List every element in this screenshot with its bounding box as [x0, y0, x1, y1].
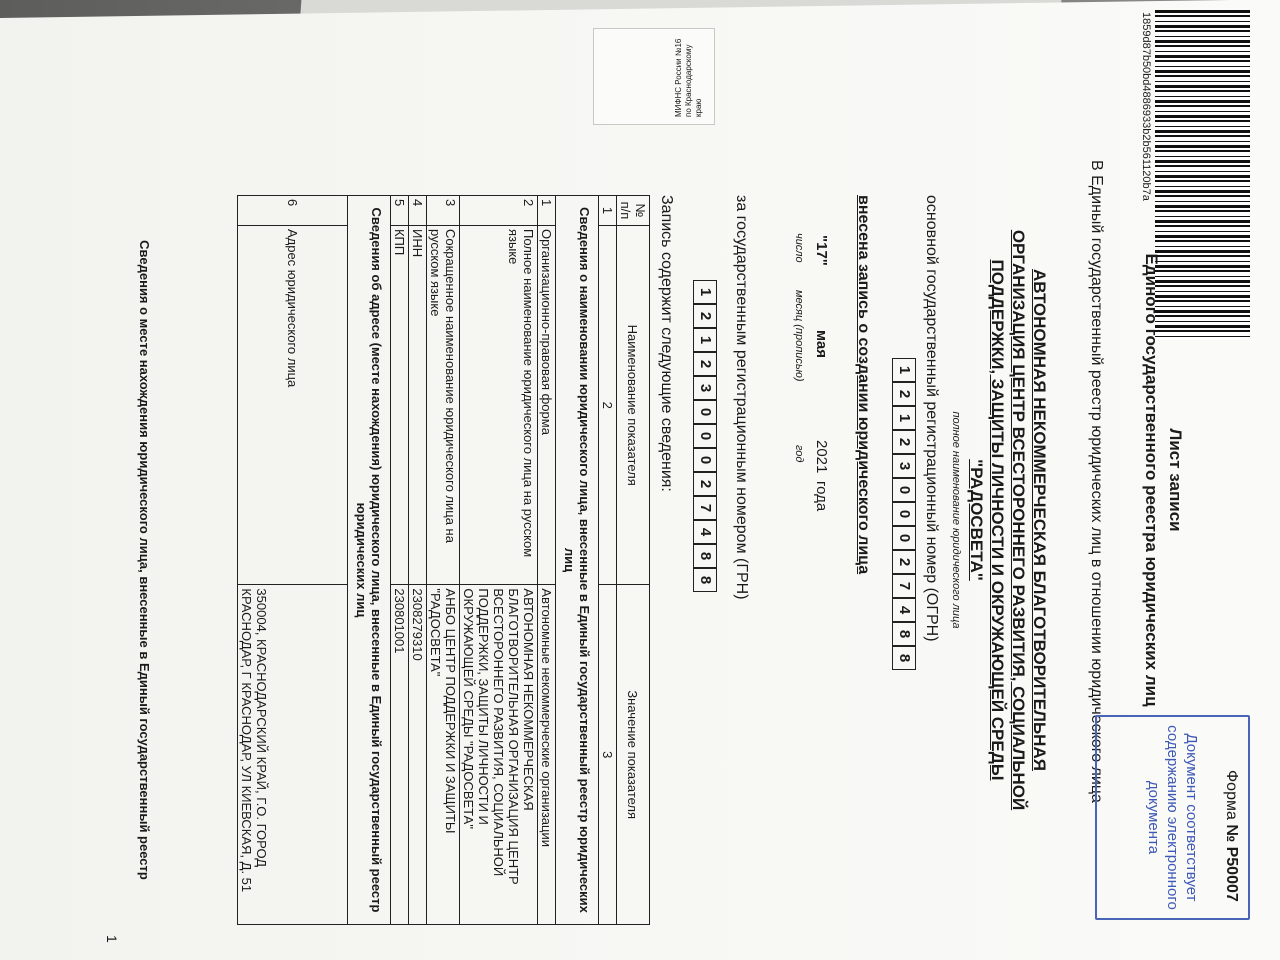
- ogrn-digit-box: 1: [892, 406, 916, 430]
- table-row: [238, 196, 348, 925]
- row-name: Организационно-правовая форма: [538, 225, 556, 584]
- org-name-line4: "РАДОСВЕТА": [967, 459, 986, 581]
- grn-digit-box: 7: [693, 496, 717, 520]
- ogrn-digit-box: 8: [892, 646, 916, 670]
- row-value: АВТОНОМНАЯ НЕКОММЕРЧЕСКАЯ БЛАГОТВОРИТЕЛЬНАЯ ОРГАНИЗАЦИЯ ЦЕНТР ВСЕСТОРОННЕГО РАЗВИТИЯ, СОЦИАЛЬНОЙ ПОДДЕРЖКИ, ЗАЩИТЫ ЛИЧНОСТИ И ОКРУЖАЮЩЕЙ СРЕДЫ "РАДОСВЕТА": [460, 585, 538, 925]
- header-value: Значение показателя: [617, 585, 650, 925]
- ogrn-digit-box: 2: [892, 550, 916, 574]
- header-num: № п/п: [617, 196, 650, 226]
- row-name: ИНН: [409, 225, 427, 584]
- row-num: 4: [409, 196, 427, 226]
- row-value: АНБО ЦЕНТР ПОДДЕРЖКИ И ЗАЩИТЫ "РАДОСВЕТА": [427, 585, 460, 925]
- ogrn-digit-box: 1: [892, 358, 916, 382]
- org-full-name: [966, 170, 1050, 870]
- row-num: 5: [391, 196, 409, 226]
- ogrn-digit-box: 8: [892, 622, 916, 646]
- ifns-stamp-line2: по Краснодарскому: [684, 44, 693, 117]
- section-name-heading: Сведения о наименовании юридического лица, внесенные в Единый государственный реестр юридических лиц: [556, 196, 599, 925]
- ogrn-label: основной государственный регистрационный номер (ОГРН): [923, 195, 940, 642]
- grn-digit-box: 2: [693, 304, 717, 328]
- form-label: Форма: [1223, 770, 1240, 820]
- grn-digit-box: 0: [693, 400, 717, 424]
- records-table: [237, 195, 650, 925]
- section-address-heading: Сведения об адресе (месте нахождения) юридического лица, внесенные в Единый государственный реестр юридических лиц: [348, 196, 391, 925]
- row-value: Автономные некоммерческие организации: [538, 585, 556, 925]
- table-row: [538, 196, 556, 925]
- table-row: [427, 196, 460, 925]
- grn-digit-box: 8: [693, 544, 717, 568]
- header-name: Наименование показателя: [617, 225, 650, 584]
- row-num: 2: [460, 196, 538, 226]
- grn-digit-box: 2: [693, 352, 717, 376]
- contains-text: Запись содержит следующие сведения:: [658, 195, 675, 492]
- form-code: № Р50007: [1223, 824, 1240, 902]
- table-row: [409, 196, 427, 925]
- grn-digit-box: 3: [693, 376, 717, 400]
- grn-digit-box: 4: [693, 520, 717, 544]
- ifns-stamp: [593, 28, 715, 125]
- row-name: КПП: [391, 225, 409, 584]
- row-name: Адрес юридического лица: [238, 225, 348, 584]
- org-name-line3: ПОДДЕРЖКИ, ЗАЩИТЫ ЛИЧНОСТИ И ОКРУЖАЮЩЕЙ СРЕДЫ: [988, 259, 1007, 781]
- org-name-line2: ОРГАНИЗАЦИЯ ЦЕНТР ВСЕСТОРОННЕГО РАЗВИТИЯ, СОЦИАЛЬНОЙ: [1009, 229, 1028, 811]
- row-name: Сокращенное наименование юридического лица на русском языке: [427, 225, 460, 584]
- copy-verification-stamp: [1095, 715, 1250, 920]
- org-name-caption: полное наименование юридического лица: [950, 411, 962, 629]
- ogrn-digit-box: 7: [892, 574, 916, 598]
- barcode-id: 1859d87b50bd4886933b2b561120b7a: [1140, 12, 1152, 201]
- row-name: Полное наименование юридического лица на русском языке: [460, 225, 538, 584]
- ogrn-digit-box: 4: [892, 598, 916, 622]
- table-row: [460, 196, 538, 925]
- page-title: [1141, 200, 1185, 760]
- ogrn-digit-box: 0: [892, 502, 916, 526]
- ifns-stamp-line3: краю: [694, 98, 703, 117]
- row-num: 6: [238, 196, 348, 226]
- row-value: 2308279310: [409, 585, 427, 925]
- table-header-row: [617, 196, 650, 925]
- ogrn-digit-box: 2: [892, 430, 916, 454]
- title-line2: Единого государственного реестра юридических лиц: [1142, 253, 1161, 707]
- table-row: [391, 196, 409, 925]
- intro-text: В Единый государственный реестр юридических лиц в отношении юридического лица: [1088, 160, 1105, 803]
- date-day: "17": [813, 235, 830, 266]
- row-value: 350004, КРАСНОДАРСКИЙ КРАЙ, Г.О. ГОРОД КРАСНОДАР, Г КРАСНОДАР, УЛ КИЕВСКАЯ, Д. 51: [238, 585, 348, 925]
- section-name-row: [556, 196, 599, 925]
- grn-digit-box: 2: [693, 472, 717, 496]
- header-num-index: 1: [599, 196, 617, 226]
- ogrn-digit-box: 2: [892, 382, 916, 406]
- grn-digit-box: 0: [693, 424, 717, 448]
- date-year-suffix: года: [813, 481, 830, 512]
- ogrn-digit-box: 0: [892, 478, 916, 502]
- header-value-index: 3: [599, 585, 617, 925]
- ifns-stamp-line1: МИФНС России №16: [674, 38, 683, 117]
- title-line1: Лист записи: [1166, 428, 1185, 532]
- date-month: мая: [813, 330, 830, 358]
- row-num: 1: [538, 196, 556, 226]
- ogrn-digit-box: 3: [892, 454, 916, 478]
- copy-stamp-text: Документ соответствует содержанию электронного документа: [1145, 725, 1200, 910]
- grn-label: за государственным регистрационным номером (ГРН): [733, 195, 750, 600]
- date-year: 2021: [813, 440, 830, 474]
- entry-made-text: внесена запись о создании юридического лица: [855, 195, 872, 575]
- org-name-line1: АВТОНОМНАЯ НЕКОММЕРЧЕСКАЯ БЛАГОТВОРИТЕЛЬНАЯ: [1030, 269, 1049, 771]
- row-num: 3: [427, 196, 460, 226]
- page-number: 1: [104, 935, 120, 943]
- section-location-heading: Сведения о месте нахождения юридического лица, внесенные в Единый государственный реестр: [137, 240, 152, 880]
- table-header-numbers-row: [599, 196, 617, 925]
- grn-digit-box: 8: [693, 568, 717, 592]
- header-name-index: 2: [599, 225, 617, 584]
- section-address-row: [348, 196, 391, 925]
- date-year-caption: год: [793, 445, 805, 463]
- date-month-caption: месяц (прописью): [793, 290, 805, 382]
- row-value: 230801001: [391, 585, 409, 925]
- grn-digit-box: 1: [693, 328, 717, 352]
- grn-digit-box: 0: [693, 448, 717, 472]
- ogrn-digit-box: 0: [892, 526, 916, 550]
- date-day-caption: число: [793, 233, 805, 263]
- grn-digit-box: 1: [693, 280, 717, 304]
